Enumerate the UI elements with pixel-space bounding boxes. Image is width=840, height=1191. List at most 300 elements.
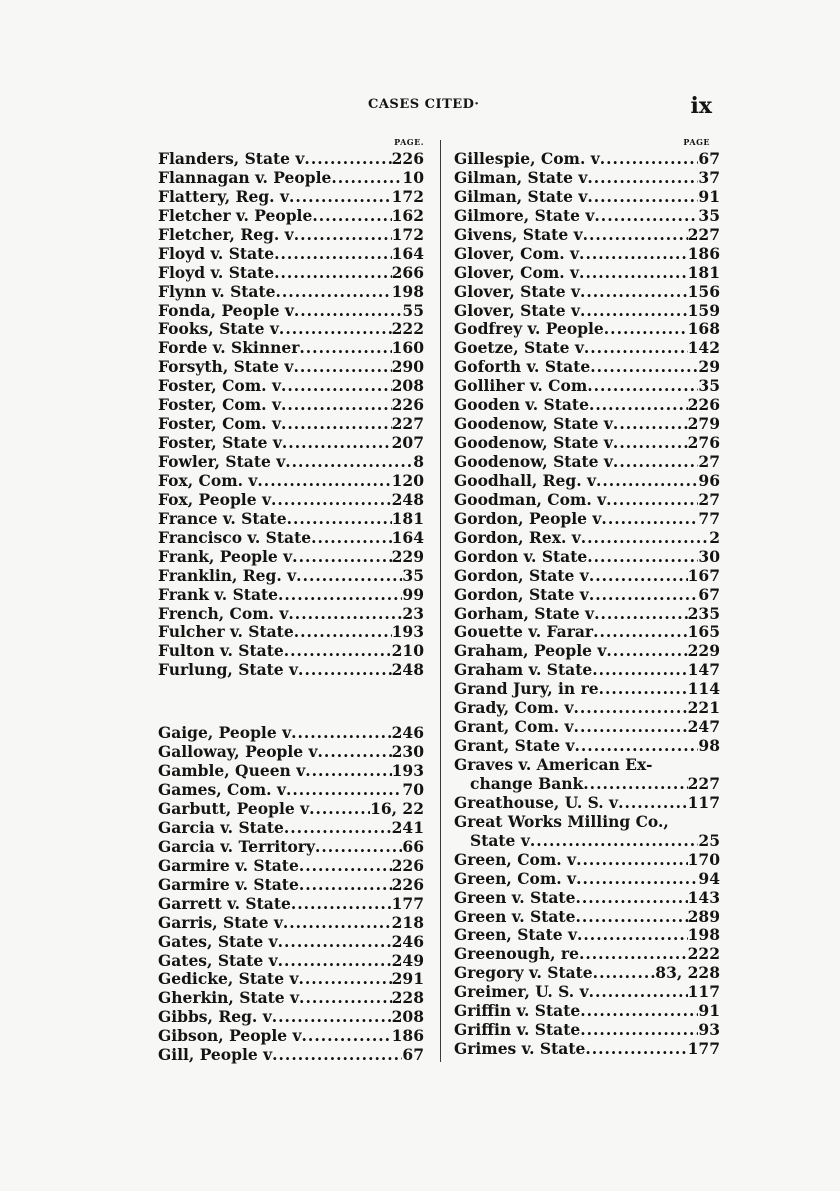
case-entry (158, 857, 424, 876)
case-entry (158, 1046, 424, 1065)
leader-dots (298, 661, 392, 680)
case-name: Frank, People v (158, 546, 293, 566)
page-reference: 67 (698, 584, 720, 604)
case-entry (158, 283, 424, 302)
leader-dots (589, 567, 688, 586)
leader-dots (296, 567, 402, 586)
case-name: Goodhall, Reg. v (454, 470, 597, 490)
case-entry (158, 623, 424, 642)
case-name: Floyd v. State (158, 243, 275, 263)
case-name: Garris, State v (158, 912, 283, 932)
case-entry (158, 245, 424, 264)
case-entry (158, 207, 424, 226)
page-reference: 67 (402, 1045, 424, 1065)
case-entry (158, 586, 424, 605)
page-reference: 164 (391, 243, 424, 263)
case-name: Fowler, State v (158, 452, 286, 471)
page-reference: 247 (687, 717, 720, 737)
case-name: Greimer, U. S. v (454, 982, 589, 1002)
leader-dots (613, 415, 688, 434)
leader-dots (311, 529, 392, 548)
leader-dots (272, 1008, 392, 1027)
case-name: Forde v. Skinner (158, 338, 300, 358)
page-reference: 10 (402, 167, 424, 187)
leader-dots (274, 264, 392, 283)
case-entry (454, 832, 720, 851)
leader-dots (589, 586, 699, 605)
page-number: ix (690, 93, 712, 119)
case-entry (158, 781, 424, 800)
case-name: Gilman, State v (454, 167, 588, 187)
case-name: Goodenow, State v (454, 414, 613, 434)
leader-dots (581, 529, 709, 548)
leader-dots (271, 491, 392, 510)
case-name: Gibbs, Reg. v (158, 1007, 272, 1027)
case-entry (454, 453, 720, 472)
case-name: Flynn v. State (158, 281, 276, 301)
case-name: French, Com. v (158, 603, 289, 623)
case-name: Garrett v. State (158, 893, 291, 913)
leader-dots (589, 396, 688, 415)
page-reference: 165 (687, 622, 720, 642)
case-entry (454, 605, 720, 624)
page-reference: 35 (402, 565, 424, 585)
case-name: Grant, State v (454, 736, 575, 756)
leader-dots (594, 605, 688, 624)
case-name: Gordon, State v (454, 584, 589, 604)
case-name: Green, State v (454, 925, 578, 945)
leader-dots (592, 661, 687, 680)
case-name: Garbutt, People v (158, 799, 310, 818)
case-entry (158, 150, 424, 169)
page-reference: 221 (687, 698, 720, 718)
page-reference: 164 (391, 527, 424, 547)
leader-dots (288, 605, 402, 624)
page-reference: 208 (391, 1007, 424, 1027)
case-name: State v (470, 830, 530, 850)
case-entry (454, 851, 720, 870)
case-entry (158, 970, 424, 989)
case-name: Gordon, State v (454, 565, 589, 585)
leader-dots (575, 908, 687, 927)
leader-dots (577, 926, 688, 945)
leader-dots (281, 377, 392, 396)
leader-dots (293, 358, 391, 377)
page-reference: 241 (391, 817, 424, 837)
case-entry (158, 933, 424, 952)
page-reference: 229 (391, 546, 424, 566)
page-reference: 67 (698, 149, 720, 168)
case-name: Glover, Com. v (454, 243, 580, 263)
case-name: Goodman, Com. v (454, 489, 607, 509)
case-name: Green v. State (454, 906, 576, 926)
leader-dots (286, 781, 402, 800)
page-reference: 99 (402, 584, 424, 604)
case-entry (454, 320, 720, 339)
page-reference: 120 (391, 470, 424, 490)
case-entry (158, 989, 424, 1008)
page-reference: 29 (698, 357, 720, 377)
case-entry (454, 1021, 720, 1040)
case-entry (454, 964, 720, 983)
case-name: Flanders, State v (158, 149, 305, 168)
right-column (454, 134, 720, 1059)
page-reference: 208 (391, 376, 424, 396)
case-entry (454, 623, 720, 642)
page-reference: 279 (687, 414, 720, 434)
page-reference: 230 (391, 742, 424, 762)
leader-dots (579, 245, 688, 264)
case-name: Gordon, People v (454, 508, 602, 528)
case-entry (454, 415, 720, 434)
page-reference: 70 (402, 780, 424, 800)
case-entry (454, 283, 720, 302)
case-entry (454, 737, 720, 756)
page-reference: 117 (687, 982, 720, 1002)
case-entry (454, 794, 720, 813)
page-reference: 226 (687, 395, 720, 415)
case-entry (158, 548, 424, 567)
case-entry (454, 150, 720, 169)
leader-dots (593, 623, 688, 642)
case-entry (158, 914, 424, 933)
leader-dots (276, 283, 392, 302)
case-name: Griffin v. State (454, 1020, 581, 1040)
case-entry (158, 895, 424, 914)
case-entry (454, 245, 720, 264)
leader-dots (294, 623, 392, 642)
leader-dots (574, 718, 688, 737)
case-entry (454, 264, 720, 283)
leader-dots (600, 150, 699, 169)
case-entry (158, 510, 424, 529)
case-name: Greathouse, U. S. v (454, 792, 619, 812)
case-entry (158, 302, 424, 321)
page-reference: 198 (391, 281, 424, 301)
case-entry (454, 358, 720, 377)
leader-dots (318, 743, 392, 762)
page-reference: 226 (391, 855, 424, 875)
page-reference: 248 (391, 660, 424, 680)
leader-dots (575, 889, 687, 908)
page-reference: 193 (391, 761, 424, 781)
leader-dots (272, 1046, 402, 1065)
case-entry (454, 169, 720, 188)
leader-dots (606, 491, 698, 510)
leader-dots (299, 339, 391, 358)
page-reference: 227 (391, 414, 424, 434)
leader-dots (281, 415, 392, 434)
case-entry (158, 838, 424, 857)
leader-dots (278, 952, 392, 971)
leader-dots (587, 188, 698, 207)
case-name: Graham v. State (454, 660, 593, 680)
leader-dots (292, 548, 391, 567)
leader-dots (580, 1002, 698, 1021)
page-reference: 218 (391, 912, 424, 932)
leader-dots (613, 434, 688, 453)
leader-dots (289, 188, 392, 207)
page-reference: 198 (687, 925, 720, 945)
case-name: Fox, Com. v (158, 470, 258, 490)
leader-dots (304, 150, 391, 169)
page-reference: 248 (391, 489, 424, 509)
case-name: Frank v. State (158, 584, 279, 604)
case-name: Graves v. American Ex- (454, 755, 653, 774)
leader-dots (299, 989, 392, 1008)
leader-dots (587, 548, 698, 567)
case-entry (158, 661, 424, 680)
case-entry (454, 699, 720, 718)
leader-dots (594, 207, 698, 226)
leader-dots (585, 1040, 687, 1059)
column-divider (440, 140, 441, 1062)
case-entry (158, 188, 424, 207)
page-reference: 23 (402, 603, 424, 623)
page-reference: 226 (391, 874, 424, 894)
leader-dots (291, 895, 392, 914)
page-reference: 172 (391, 186, 424, 206)
case-name: Gooden v. State (454, 395, 589, 415)
case-name: Gibson, People v (158, 1026, 302, 1046)
case-name: Garmire v. State (158, 855, 299, 875)
case-entry (454, 339, 720, 358)
leader-dots (331, 169, 402, 188)
case-entry (454, 188, 720, 207)
case-entry (158, 453, 424, 472)
case-entry (158, 642, 424, 661)
case-name: France v. State (158, 508, 287, 528)
case-name: Glover, Com. v (454, 262, 580, 282)
case-name: Gaige, People v (158, 723, 292, 743)
page-reference: 222 (391, 319, 424, 339)
page-reference: 27 (698, 452, 720, 471)
leader-dots (573, 699, 687, 718)
case-name: Green v. State (454, 887, 576, 907)
case-name: Golliher v. Com (454, 376, 588, 396)
case-entry (454, 529, 720, 548)
page-reference: 246 (391, 931, 424, 951)
case-entry (454, 567, 720, 586)
page-reference: 93 (698, 1020, 720, 1040)
case-entry (454, 377, 720, 396)
case-entry (158, 800, 424, 819)
case-name: Goodenow, State v (454, 433, 613, 453)
case-name: Gates, State v (158, 931, 278, 951)
page-reference: 172 (391, 224, 424, 244)
page-reference: 162 (391, 205, 424, 225)
case-name: Godfrey v. People (454, 319, 604, 339)
leader-dots (596, 472, 698, 491)
page-reference: 142 (687, 338, 720, 358)
case-name: Flannagan v. People (158, 167, 332, 187)
case-name: Foster, Com. v (158, 376, 281, 396)
case-entry (454, 813, 720, 832)
page-header (160, 93, 720, 123)
case-name: Gordon, Rex. v (454, 527, 581, 547)
page-reference: 168 (687, 319, 720, 339)
case-entry (158, 952, 424, 971)
leader-dots (291, 724, 392, 743)
leader-dots (298, 970, 391, 989)
page-reference: 227 (687, 773, 720, 793)
case-name: Garcia v. Territory (158, 836, 315, 856)
leader-dots (593, 964, 656, 983)
case-name: Foster, State v (158, 433, 282, 453)
leader-dots (274, 245, 392, 264)
leader-dots (587, 169, 698, 188)
page-reference: 228 (391, 988, 424, 1008)
case-name: Gates, State v (158, 950, 278, 970)
page-reference: 66 (402, 836, 424, 856)
case-name: Fulton v. State (158, 641, 284, 661)
leader-dots (575, 737, 699, 756)
leader-dots (580, 1021, 698, 1040)
leader-dots (601, 510, 698, 529)
page-reference: 207 (391, 433, 424, 453)
case-name: Glover, State v (454, 300, 580, 320)
case-entry (454, 680, 720, 699)
case-entry (454, 775, 720, 794)
case-name: Graham, People v (454, 641, 607, 661)
case-name: change Bank (470, 773, 584, 793)
case-name: Games, Com. v (158, 780, 286, 800)
leader-dots (315, 838, 402, 857)
leader-dots (299, 876, 392, 895)
case-entry (454, 983, 720, 1002)
case-entry (454, 226, 720, 245)
case-entry (454, 926, 720, 945)
case-entry (454, 661, 720, 680)
page-reference: 2 (709, 527, 720, 547)
case-entry (454, 510, 720, 529)
case-name: Fox, People v (158, 489, 271, 509)
case-entry (158, 491, 424, 510)
page-reference: 170 (687, 849, 720, 869)
leader-dots (285, 453, 413, 472)
leader-dots (294, 226, 392, 245)
page-reference: 266 (391, 262, 424, 282)
case-name: Gilmore, State v (454, 205, 595, 225)
case-name: Gamble, Queen v (158, 761, 306, 781)
case-name: Goodenow, State v (454, 452, 613, 471)
page-reference: 186 (687, 243, 720, 263)
case-name: Gorham, State v (454, 603, 595, 623)
page-reference: 227 (687, 224, 720, 244)
page-reference: 289 (687, 906, 720, 926)
leader-dots (587, 377, 698, 396)
case-name: Goforth v. State (454, 357, 591, 377)
page-reference: 156 (687, 281, 720, 301)
case-name: Forsyth, State v (158, 357, 294, 377)
page-reference: 276 (687, 433, 720, 453)
leader-dots (530, 832, 699, 851)
case-entry (454, 302, 720, 321)
leader-dots (583, 775, 687, 794)
case-entry (158, 529, 424, 548)
page-reference: 143 (687, 887, 720, 907)
case-entry (158, 472, 424, 491)
case-list-g (158, 724, 424, 1065)
case-entry (158, 762, 424, 781)
case-entry (158, 1027, 424, 1046)
case-list-f (158, 150, 424, 680)
leader-dots (576, 870, 698, 889)
leader-dots (618, 794, 688, 813)
case-entry (454, 472, 720, 491)
case-name: Gregory v. State (454, 963, 593, 983)
case-entry (158, 320, 424, 339)
case-name: Goetze, State v (454, 338, 584, 358)
leader-dots (278, 586, 402, 605)
case-entry (158, 169, 424, 188)
page-reference: 83, 228 (655, 963, 720, 983)
case-name: Galloway, People v (158, 742, 318, 762)
page-reference: 55 (402, 300, 424, 320)
case-entry (158, 724, 424, 743)
case-name: Gordon v. State (454, 546, 588, 566)
left-column (158, 134, 424, 1065)
case-name: Grimes v. State (454, 1039, 586, 1059)
case-entry (158, 264, 424, 283)
case-entry (158, 605, 424, 624)
page-reference: 181 (687, 262, 720, 282)
case-name: Garcia v. State (158, 817, 284, 837)
leader-dots (299, 857, 392, 876)
leader-dots (590, 358, 698, 377)
leader-dots (580, 283, 688, 302)
leader-dots (294, 302, 403, 321)
page-reference: 226 (391, 395, 424, 415)
case-name: Griffin v. State (454, 1001, 581, 1021)
page-reference: 117 (687, 792, 720, 812)
case-name: Gilman, State v (454, 186, 588, 206)
page-reference: 290 (391, 357, 424, 377)
leader-dots (279, 320, 392, 339)
case-entry (158, 876, 424, 895)
page-reference: 98 (698, 736, 720, 756)
page-reference: 235 (687, 603, 720, 623)
section-gap (158, 680, 424, 724)
leader-dots (613, 453, 699, 472)
case-name: Green, Com. v (454, 868, 577, 888)
page-reference: 167 (687, 565, 720, 585)
case-name: Foster, Com. v (158, 414, 281, 434)
case-name: Fonda, People v (158, 300, 294, 320)
page-reference: 35 (698, 205, 720, 225)
page-reference: 229 (687, 641, 720, 661)
page-reference: 226 (391, 149, 424, 168)
page-reference: 160 (391, 338, 424, 358)
case-name: Fooks, State v (158, 319, 279, 339)
case-entry (158, 434, 424, 453)
case-name: Garmire v. State (158, 874, 299, 894)
case-name: Gherkin, State v (158, 988, 300, 1008)
page-reference: 25 (698, 830, 720, 850)
page-reference: 177 (687, 1039, 720, 1059)
leader-dots (579, 264, 688, 283)
page-reference: 181 (391, 508, 424, 528)
case-entry (454, 396, 720, 415)
case-name: Gill, People v (158, 1045, 273, 1065)
case-entry (454, 718, 720, 737)
leader-dots (287, 510, 392, 529)
case-name: Fulcher v. State (158, 622, 294, 642)
case-name: Grand Jury, in re (454, 679, 599, 699)
leader-dots (257, 472, 391, 491)
case-entry (454, 207, 720, 226)
case-name: Glover, State v (454, 281, 580, 301)
